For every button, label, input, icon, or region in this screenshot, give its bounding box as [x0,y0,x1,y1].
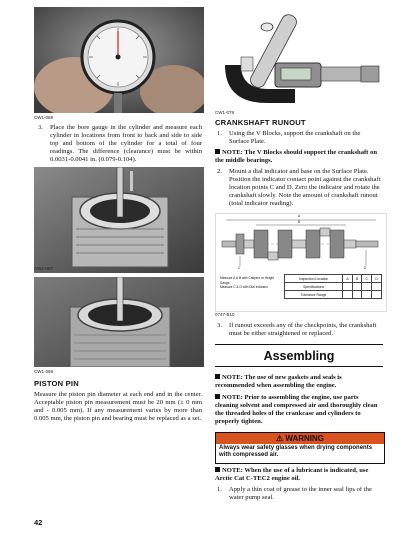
table-cell [372,291,382,299]
table-header-row [285,275,382,283]
step-number: 2. [217,168,222,175]
section-rule-top [215,344,383,345]
cylinder-measure-photo [34,167,204,273]
bore-gauge-illustration [34,7,204,113]
table-cell [352,291,362,299]
step-text: Apply a thin coat of grease to the inner seal lips of the water pump seal. [229,486,372,501]
step-number: 1. [217,486,222,493]
table-cell [352,283,362,291]
note-text: NOTE: The V Blocks should support the crankshaft on the middle bearings. [215,149,377,164]
cylinder-illustration [34,167,204,273]
warning-header [216,433,384,444]
note-bullet-icon [215,149,220,154]
note-text: NOTE: The use of new gaskets and seals is recommended when assembling the engine. [215,374,342,389]
figure-caption: CW1-069 [34,115,54,120]
figure-caption: CW1-068 [34,369,54,374]
table-row [285,291,382,299]
step-text: Place the bore gauge in the cylinder and measure each cylinder in locations from front to back and side to side top and bottom of the cylinder for a total of four readings. The difference (clearance) must be within 0.0031-0.0041 in. (0.079-0.104). [50,124,202,163]
table-cell: A [343,275,353,283]
section-heading-assembling: Assembling [263,349,335,363]
step-text: Using the V Blocks, support the crankshaft on the Surface Plate. [229,130,361,145]
note-cleaning [215,394,383,426]
figure-caption: CW1-067 [34,266,54,271]
cylinder-bore-photo [34,277,204,367]
figure-caption: CW1-079 [215,110,235,115]
table-cell [362,283,372,291]
section-rule-bottom [215,366,383,367]
table-cell: Specifications [285,283,343,291]
bore-gauge-photo [34,7,204,113]
warning-triangle-icon: ⚠ [275,434,284,443]
dimension-label: A [298,214,301,218]
section-heading-crankshaft-runout: CRANKSHAFT RUNOUT [215,118,306,127]
dimension-label: D [364,266,367,270]
legend-item: Measure A & B with Calipers or Height Gauge [220,276,275,285]
micrometer-illustration [215,7,385,108]
warning-text: Always wear safety glasses when drying components with compressed air. [219,445,373,459]
note-bullet-icon [215,394,220,399]
table-cell: Inspection Location [285,275,343,283]
step-number: 3. [217,322,222,329]
step-number: 3. [38,124,43,131]
legend-item: Measure C & D with Dial Indicator [220,285,268,290]
note-v-blocks [215,149,383,165]
cylinder-bore-illustration [34,277,204,367]
note-text: NOTE: When the use of a lubricant is indicated, use Arctic Cat C-TEC2 engine oil. [215,467,369,482]
crankshaft-diagram [215,213,387,312]
dimension-label: C [238,266,241,270]
table-cell [372,283,382,291]
table-cell: Tolerance Range [285,291,343,299]
piston-pin-text: Measure the piston pin diameter at each end and in the center. Acceptable piston pin measurement must be 20 mm (± 0 mm and - 0.005 mm). If any measurement varies by more than 0.005 mm, the piston pin and bearing must be replaced as a set. [34,391,202,422]
note-text: NOTE: Prior to assembling the engine, use parts cleaning solvent and compressed air and thoroughly clean the threaded holes of the crankcase and cylinders to properly tighten. [215,394,378,425]
step-number: 1. [217,130,222,137]
runout-spec-table [284,274,382,299]
table-cell [343,283,353,291]
page-number: 42 [34,518,43,527]
note-gaskets [215,374,383,390]
table-row [285,283,382,291]
step-text: If runout exceeds any of the checkpoints, the crankshaft must be either straightened or replaced. [229,322,377,337]
crankshaft-illustration [216,214,386,274]
dimension-label: B [298,220,301,224]
table-cell: B [352,275,362,283]
note-bullet-icon [215,467,220,472]
figure-caption: 0747-B10 [215,312,235,317]
table-cell [362,291,372,299]
note-lubricant [215,467,383,483]
step-text: Mount a dial indicator and base on the Surface Plate. Position the indicator contact point against the crankshaft location points C and D. Zero the indicator and rotate the crankshaft slowly. Note the amount of crankshaft runout (total indicator reading). [229,168,381,207]
warning-title: WARNING [285,434,325,443]
table-cell: C [362,275,372,283]
table-cell [343,291,353,299]
note-bullet-icon [215,374,220,379]
warning-box [215,432,385,464]
table-cell: D [372,275,382,283]
micrometer-photo [215,7,385,108]
diagram-legend [220,276,280,290]
section-heading-piston-pin: PISTON PIN [34,379,79,388]
